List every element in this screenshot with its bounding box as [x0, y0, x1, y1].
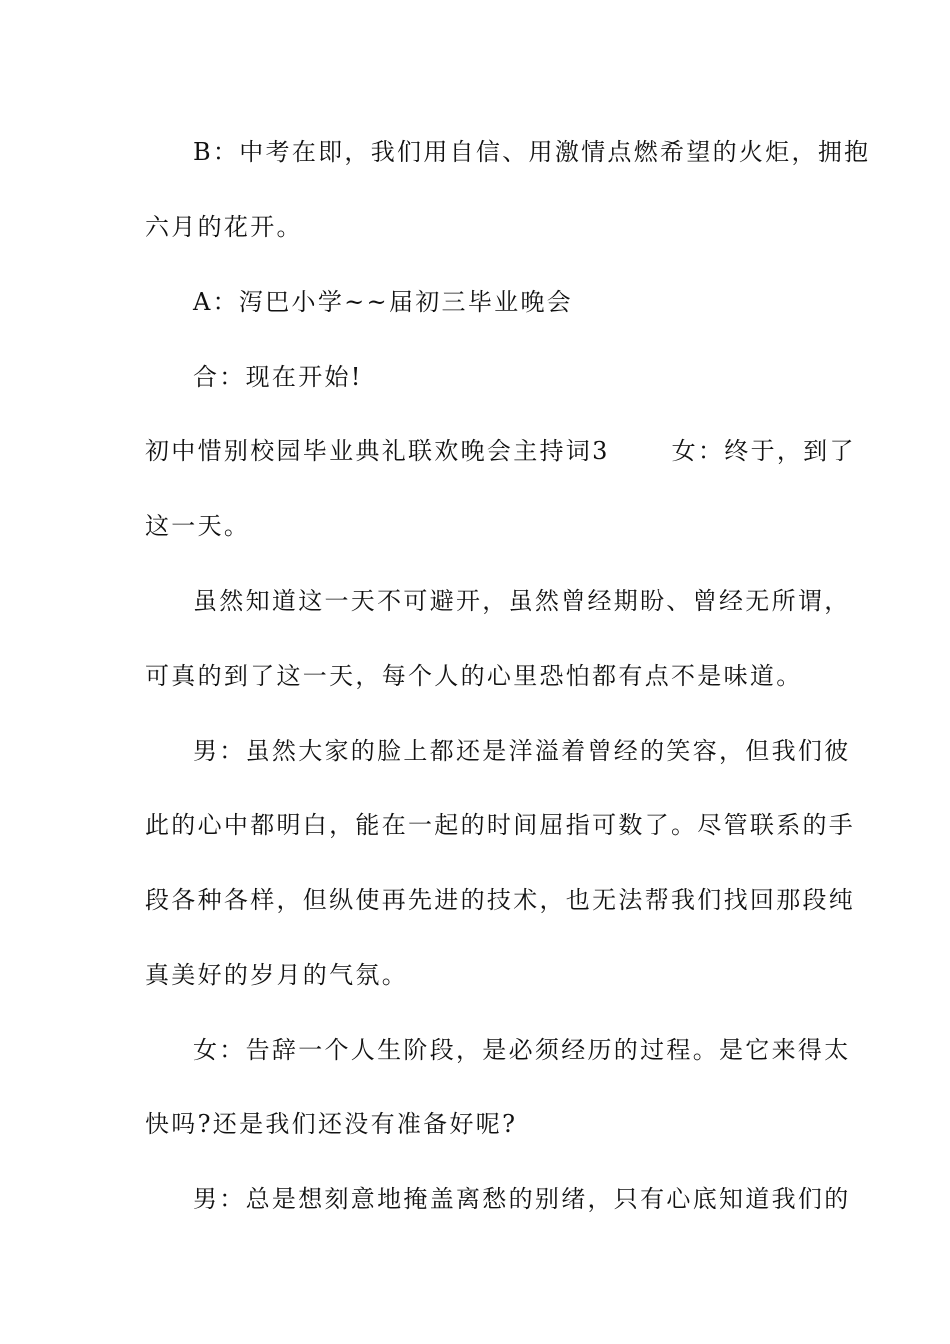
text-line: 虽然知道这一天不可避开，虽然曾经期盼、曾经无所谓，: [193, 587, 851, 615]
text-line: 男：虽然大家的脸上都还是洋溢着曾经的笑容，但我们彼: [193, 737, 851, 765]
text-line: 可真的到了这一天，每个人的心里恐怕都有点不是味道。: [145, 662, 803, 690]
text-line: B：中考在即，我们用自信、用激情点燃希望的火炬，拥抱: [193, 138, 871, 166]
text-line: [145, 431, 856, 471]
section-heading: 初中惜别校园毕业典礼联欢晚会主持词3: [145, 437, 610, 465]
text-line: 合：现在开始!: [193, 363, 363, 391]
text-line: A：泻巴小学~~届初三毕业晚会: [193, 288, 574, 316]
text-line: 女：告辞一个人生阶段，是必须经历的过程。是它来得太: [193, 1036, 851, 1064]
text-line: 男：总是想刻意地掩盖离愁的别绪，只有心底知道我们的: [193, 1185, 851, 1213]
text-line: 真美好的岁月的气氛。: [145, 961, 408, 989]
text-line: 段各种各样，但纵使再先进的技术，也无法帮我们找回那段纯: [145, 886, 856, 914]
text-line: 六月的花开。: [145, 213, 303, 241]
text-line: 此的心中都明白，能在一起的时间屈指可数了。尽管联系的手: [145, 811, 856, 839]
text-line: 这一天。: [145, 512, 251, 540]
text-segment: 女：终于，到了: [671, 437, 856, 465]
text-line: 快吗?还是我们还没有准备好呢?: [145, 1110, 518, 1138]
